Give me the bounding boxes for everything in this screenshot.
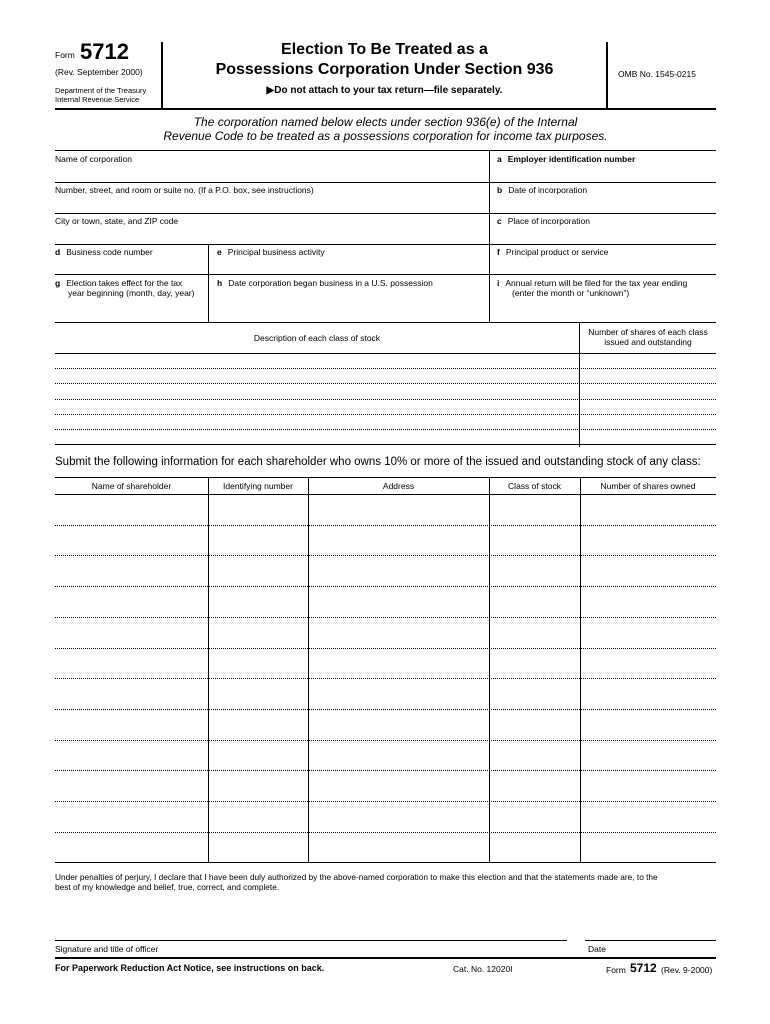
shareholder-name-cell[interactable] [57,649,206,678]
place-of-incorporation-field[interactable] [490,214,716,244]
shareholder-name-header: Name of shareholder [91,481,172,491]
stock-description-cell[interactable] [55,354,578,367]
class-of-stock-cell[interactable] [491,710,578,739]
stock-description-header: Description of each class of stock [253,333,381,343]
address-cell[interactable] [310,833,487,862]
line-a-letter: a [497,154,502,164]
stock-description-cell[interactable] [55,415,578,428]
stock-shares-header-line1: Number of shares of each class [588,327,708,337]
employer-id-field[interactable] [490,151,716,182]
business-code-field[interactable] [55,245,207,274]
principal-business-activity-label: e Principal business activity [217,247,325,257]
line-b-letter: b [497,185,503,195]
catalog-number: Cat. No. 12020I [453,964,513,974]
form-word: Form [55,50,75,60]
stock-description-cell[interactable] [55,369,578,382]
shares-owned-cell[interactable] [582,833,714,862]
shareholder-name-cell[interactable] [57,802,206,831]
address-cell[interactable] [310,618,487,647]
shares-owned-cell[interactable] [582,618,714,647]
shareholder-name-cell[interactable] [57,771,206,800]
class-of-stock-cell[interactable] [491,649,578,678]
address-cell[interactable] [310,679,487,708]
election-effective-date-field[interactable] [55,275,207,322]
annual-return-year-end-field[interactable] [490,275,716,322]
date-of-incorporation-label: b Date of incorporation [497,185,588,195]
stock-shares-cell[interactable] [581,415,715,428]
stock-shares-cell[interactable] [581,369,715,382]
employer-id-label: a Employer identification number [497,154,636,164]
class-of-stock-cell[interactable] [491,495,578,524]
department-line2: Internal Revenue Service [55,95,140,104]
address-cell[interactable] [310,802,487,831]
row-rule-5 [55,322,716,323]
department-line1: Department of the Treasury [55,86,147,95]
signature-date-field[interactable] [585,910,716,940]
date-label: Date [588,944,606,954]
shareholder-instruction: Submit the following information for each shareholder who owns 10% or more of the issued and outstanding stock of any class: [55,456,701,468]
class-of-stock-cell[interactable] [491,556,578,585]
election-effective-date-label: g Election takes effect for the tax [55,278,183,288]
signature-line [55,940,567,941]
perjury-declaration-line1: Under penalties of perjury, I declare that I have been duly authorized by the above-named corporation to make this election and that the statements made are, to the [55,872,658,882]
identifying-number-cell[interactable] [210,495,306,524]
stock-shares-cell[interactable] [581,400,715,413]
revision-date: (Rev. September 2000) [55,67,143,77]
annual-return-year-end-label: i Annual return will be filed for the tax year ending [497,278,688,288]
stock-description-cell[interactable] [55,384,578,397]
shareholder-name-cell[interactable] [57,618,206,647]
number-of-shares-owned-header: Number of shares owned [600,481,696,491]
shareholder-name-cell[interactable] [57,526,206,555]
identifying-number-cell[interactable] [210,556,306,585]
shareholder-table-bottom-rule [55,862,716,863]
footer-form-number: 5712 [630,961,657,975]
shareholder-name-cell[interactable] [57,833,206,862]
election-statement-line1: The corporation named below elects under section 936(e) of the Internal [193,115,578,129]
signature-label: Signature and title of officer [55,944,159,954]
class-of-stock-header: Class of stock [508,481,561,491]
address-cell[interactable] [310,741,487,770]
shares-owned-cell[interactable] [582,802,714,831]
identifying-number-header: Identifying number [223,481,293,491]
principal-product-label: f Principal product or service [497,247,609,257]
footer-revision: (Rev. 9-2000) [661,965,713,975]
city-state-zip-field[interactable] [55,214,489,244]
address-cell[interactable] [310,710,487,739]
business-code-label: d Business code number [55,247,153,257]
address-cell[interactable] [310,556,487,585]
identifying-number-cell[interactable] [210,649,306,678]
shares-owned-cell[interactable] [582,526,714,555]
shareholder-name-cell[interactable] [57,679,206,708]
date-of-incorporation-field[interactable] [490,183,716,213]
shares-owned-cell[interactable] [582,649,714,678]
identifying-number-cell[interactable] [210,771,306,800]
identifying-number-cell[interactable] [210,710,306,739]
class-of-stock-cell[interactable] [491,587,578,616]
shareholder-column-divider [580,477,581,862]
street-address-label: Number, street, and room or suite no. (If a P.O. box, see instructions) [55,185,314,195]
line-e-letter: e [217,247,222,257]
city-state-zip-label: City or town, state, and ZIP code [55,216,179,226]
shares-owned-cell[interactable] [582,710,714,739]
class-of-stock-cell[interactable] [491,679,578,708]
address-header: Address [382,481,415,491]
shareholder-table-top-rule [55,477,716,478]
name-of-corporation-label: Name of corporation [55,154,133,164]
stock-shares-header-line2: issued and outstanding [604,337,692,347]
principal-product-field[interactable] [490,245,716,274]
officer-signature-field[interactable] [55,910,567,940]
address-cell[interactable] [310,495,487,524]
shareholder-name-cell[interactable] [57,710,206,739]
form-title-line2: Possessions Corporation Under Section 936 [215,61,554,78]
class-of-stock-cell[interactable] [491,771,578,800]
shares-owned-cell[interactable] [582,556,714,585]
election-effective-date-label-line2: year beginning (month, day, year) [68,288,195,298]
principal-business-activity-field[interactable] [209,245,489,274]
place-of-incorporation-label: c Place of incorporation [497,216,590,226]
line-i-letter: i [497,278,500,288]
footer-form-word: Form [606,965,626,975]
middle-column-divider [208,245,209,322]
name-of-corporation-field[interactable] [55,151,489,182]
form-number: 5712 [80,39,129,64]
date-line [585,940,716,941]
stock-description-cell[interactable] [55,430,578,443]
shares-owned-cell[interactable] [582,587,714,616]
shares-owned-cell[interactable] [582,679,714,708]
address-cell[interactable] [310,587,487,616]
right-column-divider [489,151,490,322]
class-of-stock-cell[interactable] [491,741,578,770]
shares-owned-cell[interactable] [582,495,714,524]
line-c-letter: c [497,216,502,226]
shares-owned-cell[interactable] [582,771,714,800]
header-divider-right [606,42,608,108]
header-rule [55,108,716,110]
shareholder-column-divider [208,477,209,862]
class-of-stock-cell[interactable] [491,618,578,647]
class-of-stock-cell[interactable] [491,802,578,831]
identifying-number-cell[interactable] [210,618,306,647]
shareholder-name-cell[interactable] [57,587,206,616]
class-of-stock-cell[interactable] [491,526,578,555]
line-f-letter: f [497,247,500,257]
address-cell[interactable] [310,526,487,555]
street-address-field[interactable] [55,183,489,213]
stock-shares-cell[interactable] [581,354,715,367]
shareholder-name-cell[interactable] [57,556,206,585]
stock-row-rule [55,444,716,445]
line-g-letter: g [55,278,61,288]
filing-instruction: ▶Do not attach to your tax return—file separately. [266,85,503,96]
identifying-number-cell[interactable] [210,526,306,555]
identifying-number-cell[interactable] [210,587,306,616]
class-of-stock-cell[interactable] [491,833,578,862]
form-title-line1: Election To Be Treated as a [281,41,488,58]
stock-shares-cell[interactable] [581,430,715,443]
address-cell[interactable] [310,649,487,678]
perjury-declaration-line2: best of my knowledge and belief, true, correct, and complete. [55,882,280,892]
address-cell[interactable] [310,771,487,800]
identifying-number-cell[interactable] [210,679,306,708]
line-h-letter: h [217,278,223,288]
footer-rule [55,957,716,959]
shareholder-column-divider [308,477,309,862]
annual-return-year-end-label-line2: (enter the month or “unknown”) [512,288,630,298]
stock-shares-cell[interactable] [581,384,715,397]
paperwork-notice: For Paperwork Reduction Act Notice, see instructions on back. [55,963,325,973]
shareholder-name-cell[interactable] [57,495,206,524]
line-d-letter: d [55,247,61,257]
election-statement-line2: Revenue Code to be treated as a possessions corporation for income tax purposes. [163,129,608,143]
identifying-number-cell[interactable] [210,741,306,770]
shares-owned-cell[interactable] [582,741,714,770]
stock-description-cell[interactable] [55,400,578,413]
omb-number: OMB No. 1545-0215 [618,69,696,79]
shareholder-column-divider [489,477,490,862]
shareholder-name-cell[interactable] [57,741,206,770]
business-start-date-label: h Date corporation began business in a U.S. possession [217,278,433,288]
identifying-number-cell[interactable] [210,802,306,831]
business-start-date-field[interactable] [209,275,489,322]
identifying-number-cell[interactable] [210,833,306,862]
